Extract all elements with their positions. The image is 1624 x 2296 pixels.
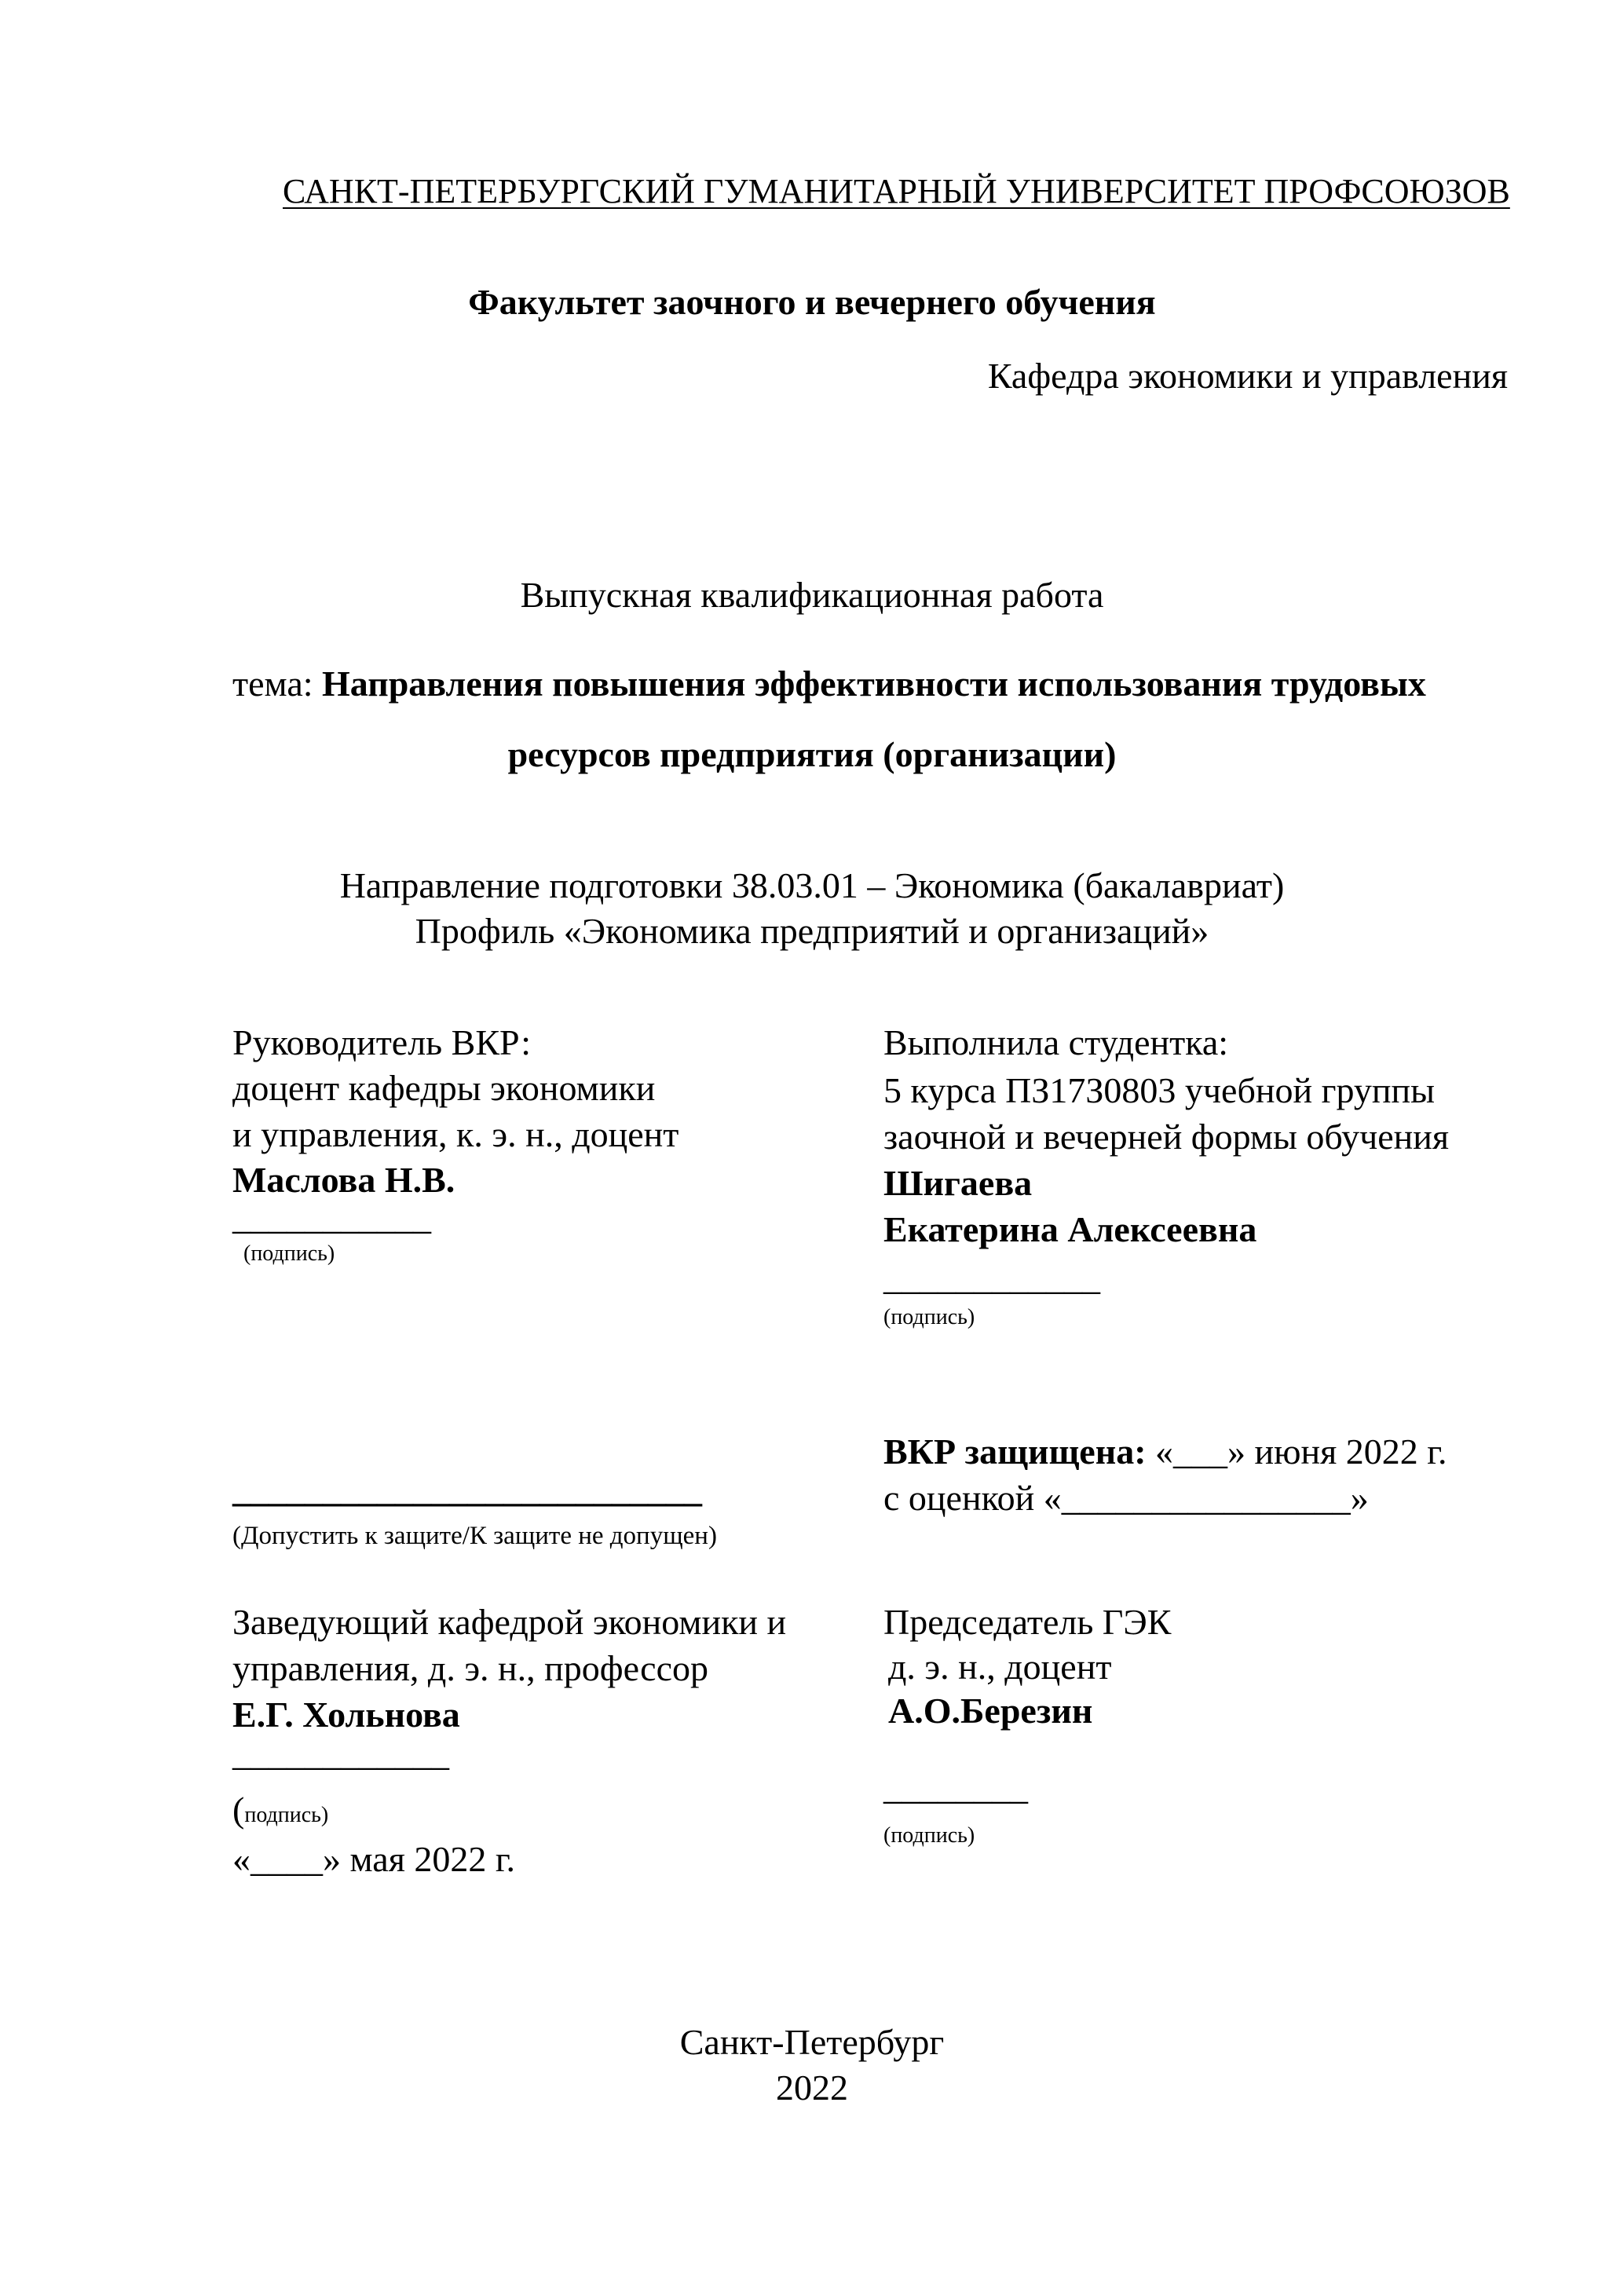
student-form: заочной и вечерней формы обучения [883, 1117, 1450, 1157]
theme-text-1: Направления повышения эффективности использования трудовых [322, 664, 1426, 704]
theme-line-1 [232, 666, 1426, 702]
student-signature-caption: (подпись) [883, 1305, 975, 1329]
head-signature-paren: ( [232, 1790, 245, 1830]
chairman-degree: д. э. н., доцент [888, 1647, 1112, 1687]
head-date: «____» мая 2022 г. [232, 1839, 516, 1879]
student-surname: Шигаева [883, 1163, 1033, 1203]
university-name: САНКТ-ПЕТЕРБУРГСКИЙ ГУМАНИТАРНЫЙ УНИВЕРСИТЕТ ПРОФСОЮЗОВ [283, 172, 1510, 210]
footer-city: Санкт-Петербург [679, 2022, 945, 2062]
chairman-name: А.О.Березин [888, 1691, 1093, 1731]
faculty-name: Факультет заочного и вечернего обучения [468, 282, 1156, 322]
chairman-signature-line: ________ [883, 1767, 1028, 1807]
head-signature-line: ____________ [232, 1733, 449, 1773]
work-type: Выпускная квалификационная работа [520, 575, 1104, 615]
supervisor-name: Маслова Н.В. [232, 1160, 455, 1200]
supervisor-signature-line: ___________ [232, 1197, 431, 1237]
head-signature-caption-text: подпись) [244, 1803, 329, 1827]
defense-line [883, 1431, 1447, 1472]
footer-year: 2022 [776, 2067, 848, 2108]
student-signature-line: ____________ [883, 1257, 1100, 1297]
defense-grade: с оценкой «________________» [883, 1478, 1369, 1518]
head-name: Е.Г. Хольнова [232, 1695, 460, 1735]
admission-line: __________________________ [232, 1469, 702, 1509]
theme-line-2: ресурсов предприятия (организации) [507, 734, 1117, 774]
department-name: Кафедра экономики и управления [987, 356, 1508, 396]
head-title-1: Заведующий кафедрой экономики и [232, 1602, 787, 1642]
student-course: 5 курса ПЗ17З0803 учебной группы [883, 1070, 1435, 1110]
head-signature-caption [232, 1792, 328, 1828]
theme-prefix: тема: [232, 664, 313, 704]
student-title: Выполнила студентка: [883, 1022, 1229, 1062]
student-name: Екатерина Алексеевна [883, 1209, 1257, 1249]
supervisor-position-2: и управления, к. э. н., доцент [232, 1114, 679, 1154]
defense-label: ВКР защищена: [883, 1431, 1147, 1472]
chairman-title: Председатель ГЭК [883, 1602, 1172, 1642]
chairman-signature-caption: (подпись) [883, 1823, 975, 1848]
supervisor-title: Руководитель ВКР: [232, 1022, 532, 1062]
direction: Направление подготовки 38.03.01 – Экономика (бакалавриат) [339, 865, 1285, 905]
defense-date: «___» июня 2022 г. [1146, 1431, 1447, 1472]
supervisor-position-1: доцент кафедры экономики [232, 1068, 656, 1108]
head-title-2: управления, д. э. н., профессор [232, 1648, 708, 1688]
profile: Профиль «Экономика предприятий и организаций» [415, 911, 1209, 951]
supervisor-signature-caption: (подпись) [243, 1241, 335, 1266]
admission-caption: (Допустить к защите/К защите не допущен) [232, 1522, 717, 1550]
